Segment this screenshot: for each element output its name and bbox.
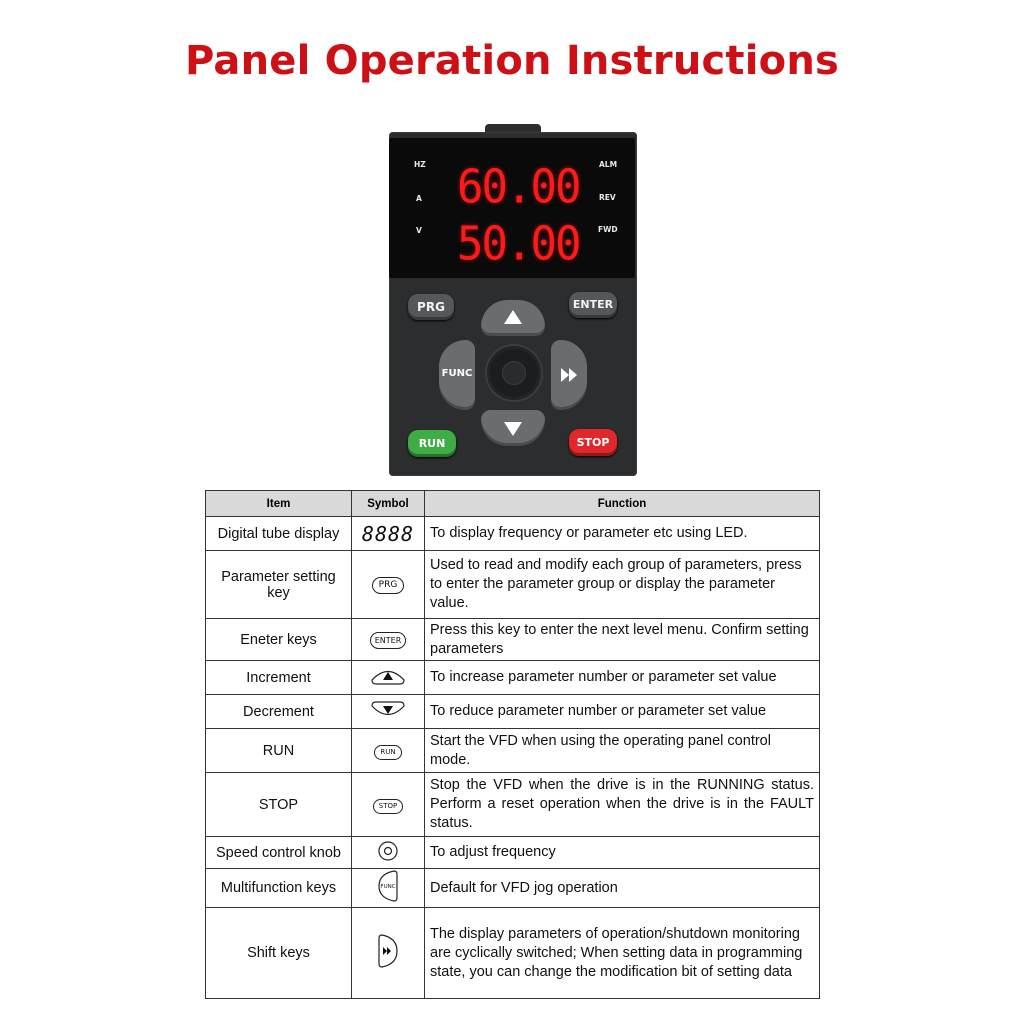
stop-button[interactable]: STOP [569,429,617,456]
table-row [206,619,820,661]
function-cell: To display frequency or parameter etc using LED. [425,517,820,551]
function-cell: To adjust frequency [425,837,820,869]
shift-button[interactable] [551,340,587,410]
run-key-icon: RUN [374,745,401,760]
table-row [206,729,820,773]
function-cell: Used to read and modify each group of parameters, press to enter the parameter group or display the parameter value. [425,551,820,619]
indicator-alm: ALM [599,160,618,169]
item-cell: Digital tube display [206,517,352,551]
item-cell: Shift keys [206,908,352,999]
operation-panel [389,132,637,476]
down-arrow-icon [481,410,545,446]
table-row [206,869,820,908]
table-row [206,551,820,619]
item-cell: Eneter keys [206,619,352,661]
indicator-hz: HZ [414,160,426,169]
page-title: Panel Operation Instructions [184,38,840,84]
symbol-cell [352,695,425,729]
knob-center [502,361,526,385]
function-cell: Start the VFD when using the operating panel control mode. [425,729,820,773]
function-cell: To reduce parameter number or parameter set value [425,695,820,729]
table-row [206,837,820,869]
symbol-cell [352,908,425,999]
symbol-cell [352,773,425,837]
table-header-row [206,491,820,517]
knob-icon [377,840,399,862]
indicator-rev: REV [599,193,616,202]
item-cell: Multifunction keys [206,869,352,908]
header-item: Item [206,491,352,517]
table-row [206,661,820,695]
header-function: Function [425,491,820,517]
instructions-table [205,490,820,999]
indicator-a: A [416,194,422,203]
indicator-fwd: FWD [598,225,618,234]
item-cell: Increment [206,661,352,695]
header-symbol: Symbol [352,491,425,517]
prg-key-icon: PRG [372,577,405,594]
symbol-cell [352,837,425,869]
increment-button[interactable] [481,300,545,336]
up-arrow-icon [481,300,545,336]
function-cell: Default for VFD jog operation [425,869,820,908]
down-arrow-icon [369,699,407,721]
speed-control-knob[interactable] [487,346,541,400]
func-key-icon [376,869,400,903]
item-cell: Parameter setting key [206,551,352,619]
shift-icon [551,340,587,410]
digital-tube-icon: 8888 [361,521,415,546]
function-cell: The display parameters of operation/shutdown monitoring are cyclically switched; When setting data in programming state, you can change the modification bit of setting data [425,908,820,999]
indicator-v: V [416,226,422,235]
func-button[interactable] [439,340,475,410]
item-cell: STOP [206,773,352,837]
led-screen [389,138,635,278]
table-row [206,773,820,837]
decrement-button[interactable] [481,410,545,446]
symbol-cell [352,619,425,661]
symbol-cell [352,517,425,551]
run-button[interactable]: RUN [408,430,456,457]
function-cell: Stop the VFD when the drive is in the RUNNING status. Perform a reset operation when the drive is in the FAULT status. [425,773,820,837]
symbol-cell [352,869,425,908]
function-cell: To increase parameter number or parameter set value [425,661,820,695]
symbol-cell [352,661,425,695]
item-cell: Decrement [206,695,352,729]
function-cell: Press this key to enter the next level menu. Confirm setting parameters [425,619,820,661]
table-row [206,517,820,551]
led-display-bottom: 50.00 [457,217,580,272]
item-cell: RUN [206,729,352,773]
prg-button[interactable]: PRG [408,294,454,320]
stop-key-icon: STOP [373,799,403,814]
symbol-cell [352,551,425,619]
symbol-cell [352,729,425,773]
shift-icon [376,933,400,969]
enter-button[interactable]: ENTER [569,292,617,318]
table-row [206,695,820,729]
item-cell: Speed control knob [206,837,352,869]
led-display-top: 60.00 [457,160,580,215]
func-key-icon-label: FUNC [380,884,396,890]
func-label: FUNC [441,368,473,379]
enter-key-icon: ENTER [370,632,407,649]
up-arrow-icon [369,665,407,687]
table-row [206,908,820,999]
